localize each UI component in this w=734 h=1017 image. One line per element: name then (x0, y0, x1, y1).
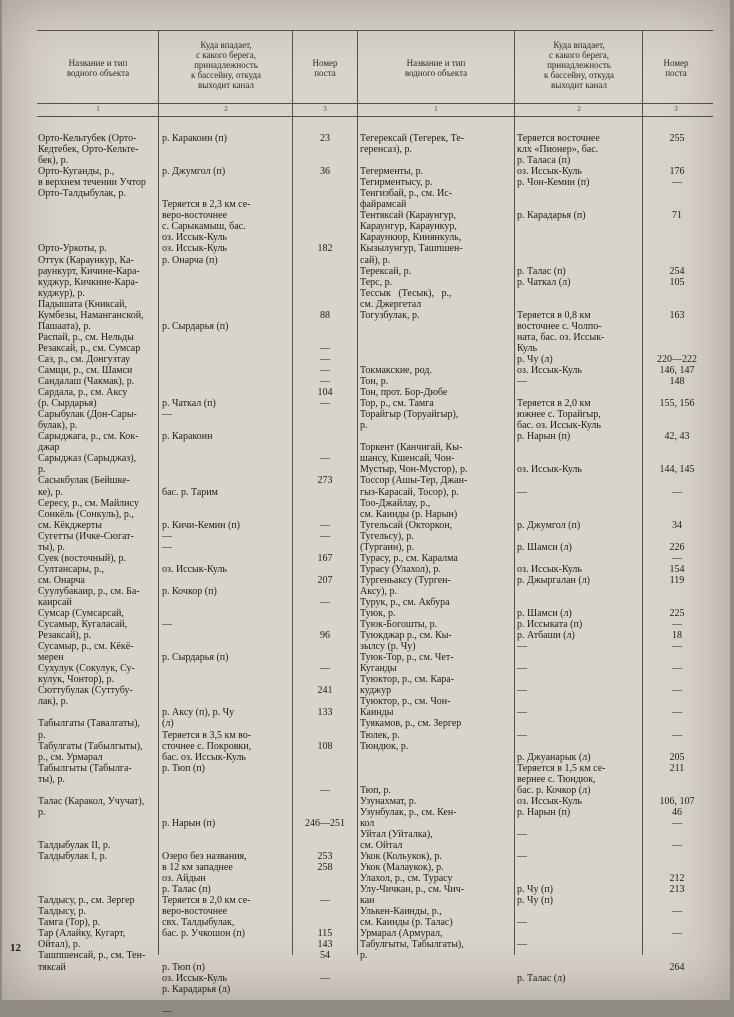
column-divider (514, 30, 515, 955)
column-number: 3 (323, 105, 327, 113)
header-post-number: Номер поста (663, 58, 689, 78)
header-bottom-rule (37, 103, 713, 104)
column-number: 1 (434, 105, 438, 113)
table-top-rule (37, 30, 713, 31)
column-number: 2 (224, 105, 228, 113)
right-post-numbers: 255 176 — 71 254 105 163 220—222 146, 147 148 155, 156 42, 43 144, 145 — 34 226 — 154 119 225 — 18 — — — — — 205 211 106, 107 46 — — 212 213 — — 264 (657, 133, 697, 973)
column-number: 3 (674, 105, 678, 113)
book-page (2, 0, 730, 1017)
left-post-numbers: 23 36 182 88 — — — — 104 — — 273 — — 167 207 — 96 — 241 133 108 — 246—251 253 258 — 115 143 54 — (305, 133, 345, 984)
right-object-names: Тегерексай (Тегерек, Те- геренсаз), р. Тегерменты, р. Тегирментысу, р. Тенгизбай, р., см. Ис- файрамсай Тентяксай (Караунгур, Караунгур, Караункур, Караункюр, Кинянкуль, Кызылунгур, Ташпшен- сай), р. Терексай, р. Терс, р. Тессык (Тесык), р., см. Джергетал Тогузбулак, р. Токмакские, род. Тон, р. Тон, прот. Бор-Дюбе Тор, р., см. Тамга Торайгыр (Торуайгыр), р. Торкент (Канчигай, Кы- шансу, Кшенсай, Чон- Мустыр, Чон-Мустор), р. Тоссор (Ашы-Тер, Джан- гыз-Карасай, Тосор), р. Тоо-Джайлау, р., см. Каинды (р. Нарын) Тугельсай (Окторкон, Тугельсу), р. (Тургаин), р. Турасу, р., см. Каралма Турасу (Улахол), р. Тургеньаксу (Турген- Аксу), р. Турук, р., см. Акбура Туюк, р. Туюк-Богошты, р. Туюкджар р., см. Кы- зылсу (р. Чу) Туюк-Тор, р., см. Чет- Куганды Туюктор, р., см. Кара- куджур Туюктор, р., см. Чон- Каинды Туякамов, р., см. Зергер Тюлек, р. Тюндюк, р. Тюп, р. Узунахмат, р. Узунбулак, р., см. Кен- кол Уйтал (Уйталка), см. Ойтал Укок (Кольукок), р. Укок (Малаукок), р. Улахол, р., см. Турасу Улу-Чичкан, р., см. Чич- кан Улькен-Каинды, р., см. Каинды (р. Талас) Урмарал (Армурал, Табулгыты, Табылгаты), р. (360, 133, 468, 962)
right-destinations: Теряется восточнее клх «Пионер», бас. р. Таласа (п) оз. Иссык-Куль р. Чон-Кемин (п) р. Карадарья (п) р. Талас (п) р. Чаткал (л) Теряется в 0,8 км восточнее с. Чолпо- ната, бас. оз. Иссык- Куль р. Чу (л) оз. Иссык-Куль — Теряется в 2,0 км южнее с. Торайгыр, бас. оз. Иссык-Куль р. Нарын (п) оз. Иссык-Куль — р. Джумгол (п) р. Шамси (л) оз. Иссык-Куль р. Джыргалан (л) р. Шамси (л) р. Иссыката (п) р. Атбаши (л) — — — — — р. Джуанарык (л) Теряется в 1,5 км се- вернее с. Тюндюк, бас. р. Кочкор (л) оз. Иссык-Куль р. Нарын (п) — — р. Чу (п) р. Чу (п) — — р. Талас (л) (517, 133, 606, 984)
colnum-bottom-rule (37, 116, 713, 117)
column-number: 1 (96, 105, 100, 113)
header-destination: Куда впадает, с какого берега, принадлежность к бассейну, откуда выходит канал (190, 40, 262, 90)
left-object-names: Орто-Кельтубек (Орто- Кедтебек, Орто-Кельте- бек), р. Орто-Куганды, р., в верхнем течении Учтор Орто-Талдыбулак, р. Орто-Уркоты, р. Оттук (Караункур, Ка- раункурт, Кичине-Кара- куджур, Кичкине-Кара- куджур), р. Падышата (Книксай, Кумбезы, Наманганской, Пашаата), р. Распай, р., см. Нельды Резаксай, р., см. Сумсар Саз, р., см. Донгузтау Самщи, р., см. Шамси Сандалаш (Чакмак), р. Сардала, р., см. Аксу (р. Сырдарья) Сарыбулак (Дон-Сары- булак), р. Сарыджага, р., см. Кок- джар Сарыджаз (Сарыджаз), р. Сасыкбулак (Бейшке- ке), р. Сересу, р., см. Майлису Сонкёль (Сонкуль), р., см. Кёкджерты Сугетты (Ичке-Сюгат- ты), р. Суек (восточный), р. Султансары, р., см. Онарча Суулубакаир, р., см. Ба- каирсай Сумсар (Сумсарсай, Сусамыр, Кугаласай, Резаксай), р. Сусамыр, р., см. Кёкё- мерен Сухулук (Сокулук, Су- кулук, Чонтор), р. Сюттубулак (Суттубу- лак), р. Табылгаты (Тавалгаты), р. Табулгаты (Табылгыты), р., см. Урмарал Табылгыты (Табылга- ты), р. Талас (Каракол, Учучат), р. Талдыбулак II, р. Талдыбулак I, р. Талдысу, р., см. Зергер Талдысу, р. Тамга (Тор), р. Тар (Алайку, Кугарт, Ойтал), р. Ташпшенсай, р., см. Тен- тяксай (38, 133, 146, 973)
column-divider (158, 30, 159, 955)
header-destination: Куда впадает, с какого берега, принадлежность к бассейну, откуда выходит канал (543, 40, 615, 90)
column-divider (292, 30, 293, 955)
header-object-name: Название и тип водного объекта (404, 58, 468, 78)
left-destinations: р. Каракоин (п) р. Джумгол (п) Теряется в 2,3 км се- веро-восточнее с. Сарыкамыш, бас. оз. Иссык-Куль оз. Иссык-Куль р. Онарча (п) р. Сырдарья (п) р. Чаткал (п) — р. Каракоин бас. р. Тарим р. Кичи-Кемин (п) — — оз. Иссык-Куль р. Кочкор (п) — р. Сырдарья (п) р. Аксу (п), р. Чу (л) Теряется в 3,5 км во- сточнее с. Покровки, бас. оз. Иссык-Куль р. Тюп (п) р. Нарын (п) Озеро без названия, в 12 км западнее оз. Айдын р. Талас (п) Теряется в 2,0 км се- веро-восточнее свх. Талдыбулак, бас. р. Учкошон (п) р. Тюп (п) оз. Иссык-Куль р. Карадарья (л) — (162, 133, 252, 1017)
column-divider (642, 30, 643, 955)
column-number: 2 (577, 105, 581, 113)
center-divider (357, 30, 358, 955)
header-object-name: Название и тип водного объекта (66, 58, 130, 78)
page-number: 12 (10, 942, 21, 954)
header-post-number: Номер поста (312, 58, 338, 78)
